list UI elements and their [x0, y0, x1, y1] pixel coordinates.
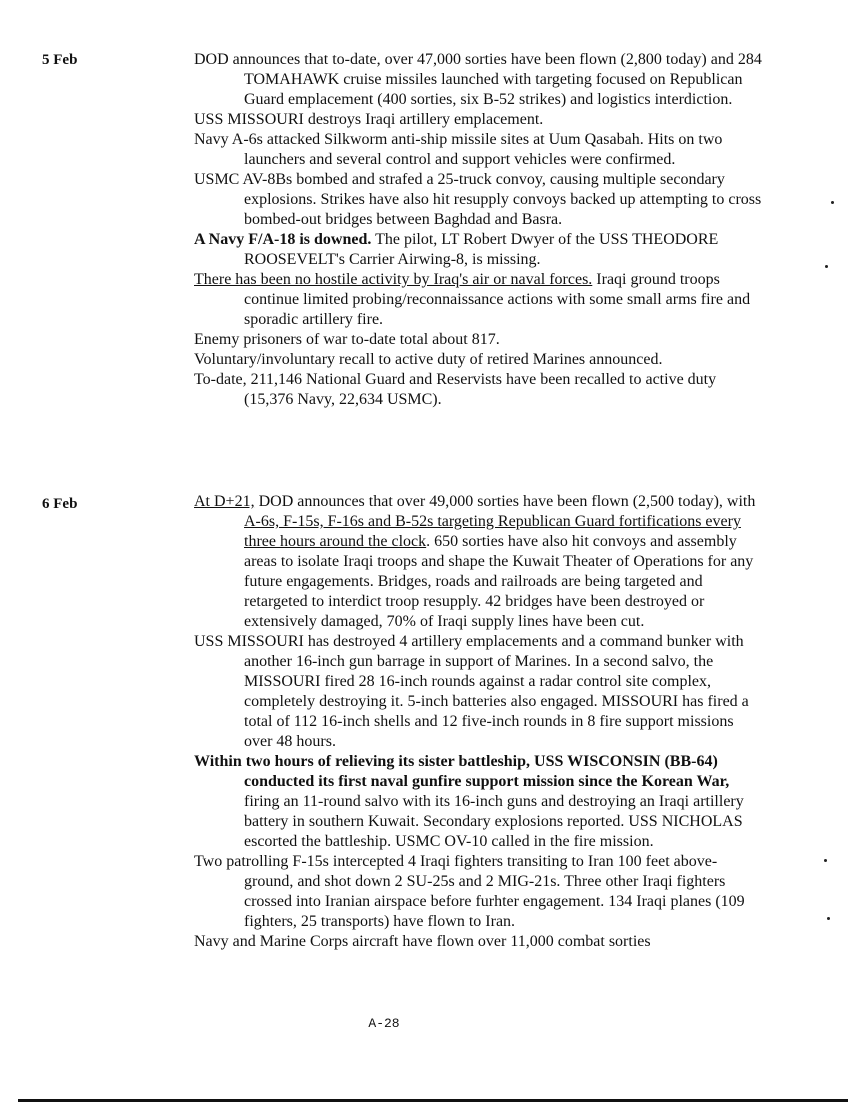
entry-text: USS MISSOURI destroys Iraqi artillery emplacement.: [194, 111, 544, 128]
chronology-entry: [194, 330, 764, 350]
bottom-rule: [18, 1099, 848, 1102]
entry-text: . 650 sorties have also hit convoys and assembly areas to isolate Iraqi troops and shape the Kuwait Theater of Operations for any future engagements. Bridges, roads and railroads are being targeted and retargeted to interdict troop resupply. 42 bridges have been destroyed or extensively damaged, 70% of Iraqi supply lines have been cut.: [244, 533, 754, 630]
chronology-entry: [194, 632, 764, 752]
entry-text: Enemy prisoners of war to-date total about 817.: [194, 331, 500, 348]
entry-text: The pilot, LT Robert Dwyer of the USS THEODORE ROOSEVELT's Carrier Airwing-8, is missing.: [244, 231, 719, 268]
chronology-entry: [194, 932, 764, 952]
entry-text: There has been no hostile activity by Iraq's air or naval forces.: [194, 271, 593, 288]
page-number: A-28: [368, 1016, 400, 1031]
chronology-entry: [194, 270, 764, 330]
scan-speck: [825, 265, 828, 268]
entry-text: USMC AV-8Bs bombed and strafed a 25-truck convoy, causing multiple secondary explosions. Strikes have also hit resupply convoys backed up attempting to cross bombed-out bridges between Baghdad and Basra.: [194, 171, 762, 228]
entry-text: Two patrolling F-15s intercepted 4 Iraqi fighters transiting to Iran 100 feet above-ground, and shot down 2 SU-25s and 2 MIG-21s. Three other Iraqi fighters crossed into Iranian airspace before furhter engagement. 134 Iraqi planes (109 fighters, 25 transports) have flown to Iran.: [194, 853, 745, 930]
chronology-entry: [194, 230, 764, 270]
chronology-entry: [194, 852, 764, 932]
chronology-entry: [194, 350, 764, 370]
scan-speck: [831, 201, 834, 204]
chronology-entry: [194, 110, 764, 130]
entry-text: Within two hours of relieving its sister battleship, USS WISCONSIN (BB-64) conducted its first naval gunfire support mission since the Korean War,: [194, 753, 730, 790]
entry-text: A-6s, F-15s, F-16s and B-52s targeting Republican Guard fortifications every three hours around the clock: [244, 513, 741, 550]
entry-text: At D+21,: [194, 493, 255, 510]
entry-text: Voluntary/involuntary recall to active duty of retired Marines announced.: [194, 351, 663, 368]
entry-text: Navy A-6s attacked Silkworm anti-ship missile sites at Uum Qasabah. Hits on two launchers and several control and support vehicles were confirmed.: [194, 131, 723, 168]
scan-speck: [824, 859, 827, 862]
section-date: 6 Feb: [42, 496, 78, 512]
scan-speck: [827, 917, 830, 920]
entry-text: To-date, 211,146 National Guard and Reservists have been recalled to active duty (15,376 Navy, 22,634 USMC).: [194, 371, 717, 408]
chronology-entry: [194, 370, 764, 410]
chronology-entry: [194, 752, 764, 852]
entry-text: firing an 11-round salvo with its 16-inch guns and destroying an Iraqi artillery battery in southern Kuwait. Secondary explosions reported. USS NICHOLAS escorted the battleship. USMC OV-10 called in the fire mission.: [244, 793, 744, 850]
section-date: 5 Feb: [42, 52, 78, 68]
section-body-6-feb: [194, 492, 764, 952]
entry-text: USS MISSOURI has destroyed 4 artillery emplacements and a command bunker with another 16-inch gun barrage in support of Marines. In a second salvo, the MISSOURI fired 28 16-inch rounds against a radar control site complex, completely destroying it. 5-inch batteries also engaged. MISSOURI has fired a total of 112 16-inch shells and 12 five-inch rounds in 8 fire support missions over 48 hours.: [194, 633, 749, 750]
section-body-5-feb: [194, 50, 764, 410]
chronology-entry: [194, 130, 764, 170]
entry-text: A Navy F/A-18 is downed.: [194, 231, 372, 248]
entry-text: DOD announces that over 49,000 sorties have been flown (2,500 today), with: [254, 493, 756, 510]
chronology-entry: [194, 170, 764, 230]
entry-text: Iraqi ground troops continue limited probing/reconnaissance actions with some small arms fire and sporadic artillery fire.: [244, 271, 751, 328]
chronology-entry: [194, 492, 764, 632]
entry-text: DOD announces that to-date, over 47,000 sorties have been flown (2,800 today) and 284 TOMAHAWK cruise missiles launched with targeting focused on Republican Guard emplacement (400 sorties, six B-52 strikes) and logistics interdiction.: [194, 51, 762, 108]
entry-text: Navy and Marine Corps aircraft have flown over 11,000 combat sorties: [194, 933, 651, 950]
chronology-entry: [194, 50, 764, 110]
